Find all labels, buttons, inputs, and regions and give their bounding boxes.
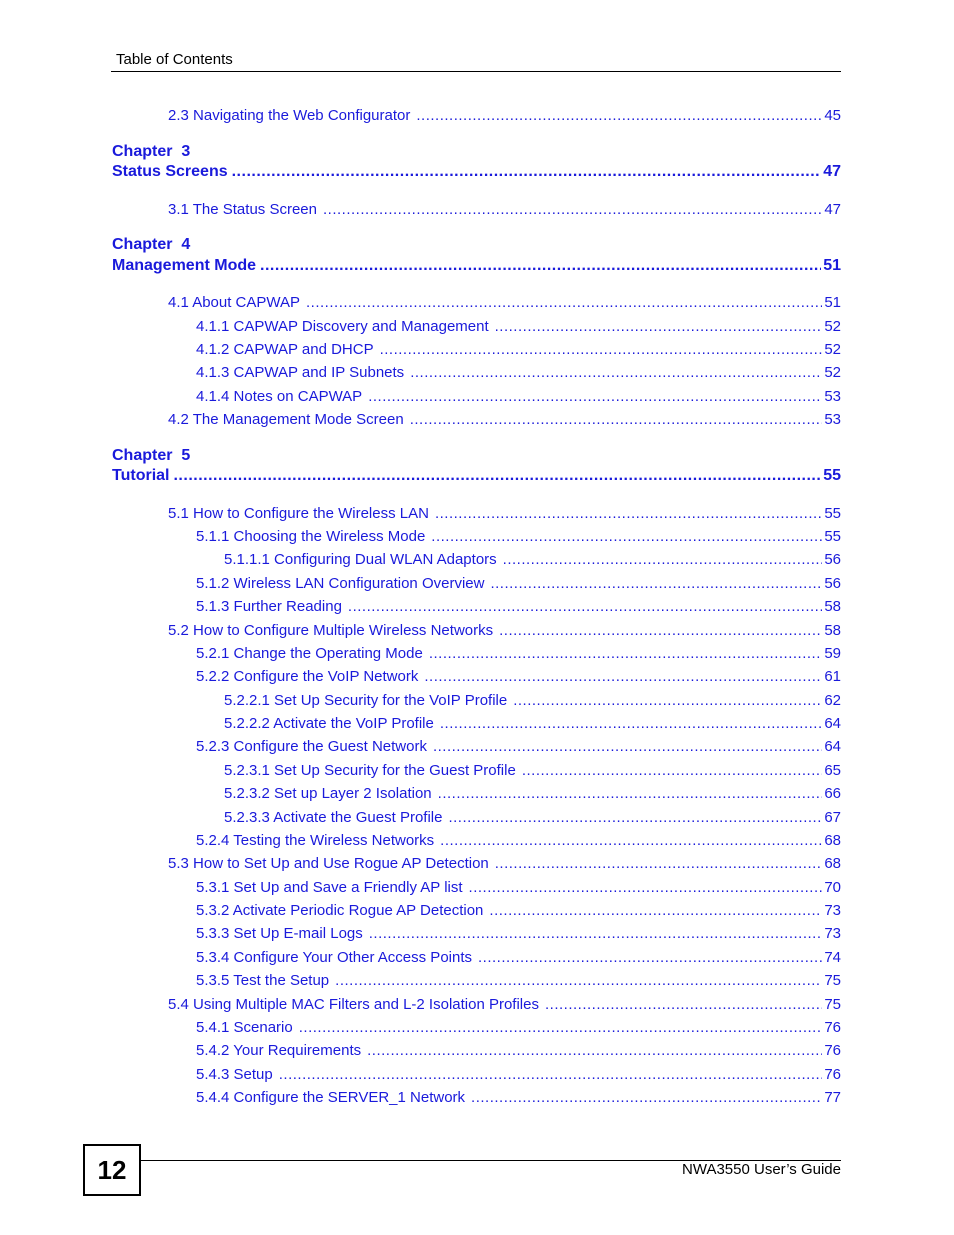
toc-entry[interactable] — [224, 762, 841, 779]
toc-entry[interactable] — [196, 925, 841, 942]
toc-entry-title: 5.1.1 Choosing the Wireless Mode — [196, 528, 426, 545]
toc-leader — [410, 411, 823, 428]
toc-entry[interactable] — [224, 715, 841, 732]
toc-entry-page: 55 — [824, 505, 841, 522]
toc-entry-title: 4.1.2 CAPWAP and DHCP — [196, 341, 374, 358]
toc-leader — [410, 364, 822, 381]
toc-leader — [380, 341, 823, 358]
toc-entry-title: 5.3.4 Configure Your Other Access Points — [196, 949, 472, 966]
toc-entry[interactable] — [168, 622, 841, 639]
toc-entry-page: 52 — [824, 318, 841, 335]
toc-leader — [368, 388, 822, 405]
toc-entry[interactable] — [196, 879, 841, 896]
toc-entry-page: 67 — [824, 809, 841, 826]
toc-entry-title: 3.1 The Status Screen — [168, 201, 317, 218]
toc-leader — [429, 645, 822, 662]
header-rule — [111, 71, 841, 72]
toc-leader — [499, 622, 822, 639]
chapter-page: 55 — [823, 467, 841, 484]
toc-entry-title: 5.2.2.1 Set Up Security for the VoIP Profile — [224, 692, 508, 709]
toc-entry[interactable] — [196, 364, 841, 381]
running-header: Table of Contents — [116, 51, 233, 68]
running-footer: NWA3550 User’s Guide — [682, 1161, 841, 1178]
toc-entry[interactable] — [168, 411, 841, 428]
toc-entry-page: 75 — [824, 972, 841, 989]
toc-leader — [489, 902, 822, 919]
toc-entry-title: 5.1 How to Configure the Wireless LAN — [168, 505, 429, 522]
toc-entry-page: 58 — [824, 598, 841, 615]
toc-entry[interactable] — [196, 528, 841, 545]
toc-leader — [306, 294, 822, 311]
toc-entry-title: 5.1.2 Wireless LAN Configuration Overview — [196, 575, 485, 592]
toc-entry-title: 5.2.3 Configure the Guest Network — [196, 738, 427, 755]
toc-entry-page: 68 — [824, 832, 841, 849]
toc-leader — [260, 257, 821, 275]
toc-leader — [495, 318, 823, 335]
toc-entry[interactable] — [196, 902, 841, 919]
chapter-title: Management Mode — [112, 257, 257, 274]
chapter-label[interactable]: Chapter 3 — [112, 143, 191, 160]
toc-entry-page: 53 — [824, 388, 841, 405]
toc-entry-title: 4.1.3 CAPWAP and IP Subnets — [196, 364, 405, 381]
toc-leader — [435, 505, 822, 522]
toc-entry[interactable] — [196, 832, 841, 849]
toc-entry-page: 64 — [824, 715, 841, 732]
toc-entry-page: 47 — [824, 201, 841, 218]
toc-entry[interactable] — [224, 809, 841, 826]
toc-entry[interactable] — [196, 388, 841, 405]
toc-entry-page: 74 — [824, 949, 841, 966]
toc-entry-page: 65 — [824, 762, 841, 779]
toc-entry-page: 66 — [824, 785, 841, 802]
chapter-title: Status Screens — [112, 163, 228, 180]
toc-leader — [545, 996, 822, 1013]
toc-entry-title: 5.3 How to Set Up and Use Rogue AP Detection — [168, 855, 489, 872]
toc-leader — [173, 467, 821, 485]
chapter-page: 51 — [823, 257, 841, 274]
toc-entry[interactable] — [168, 855, 841, 872]
toc-entry[interactable] — [168, 505, 841, 522]
toc-leader — [478, 949, 822, 966]
toc-entry-title: 5.4 Using Multiple MAC Filters and L-2 Isolation Profiles — [168, 996, 539, 1013]
toc-leader — [433, 738, 822, 755]
toc-leader — [440, 715, 822, 732]
toc-entry-title: 5.3.3 Set Up E-mail Logs — [196, 925, 363, 942]
toc-entry-page: 73 — [824, 902, 841, 919]
toc-entry-page: 76 — [824, 1066, 841, 1083]
toc-leader — [448, 809, 822, 826]
toc-entry[interactable] — [196, 949, 841, 966]
toc-leader — [369, 925, 823, 942]
toc-entry-title: 5.2 How to Configure Multiple Wireless Networks — [168, 622, 494, 639]
toc-entry-title: 5.2.1 Change the Operating Mode — [196, 645, 423, 662]
toc-entry-page: 76 — [824, 1019, 841, 1036]
toc-entry[interactable] — [196, 972, 841, 989]
toc-entry-page: 56 — [824, 551, 841, 568]
chapter-title: Tutorial — [112, 467, 170, 484]
toc-leader — [503, 551, 823, 568]
toc-entry-page: 55 — [824, 528, 841, 545]
toc-leader — [348, 598, 822, 615]
toc-leader — [367, 1042, 822, 1059]
toc-entry[interactable] — [168, 294, 841, 311]
chapter-page: 47 — [823, 163, 841, 180]
toc-leader — [335, 972, 822, 989]
toc-entry-title: 2.3 Navigating the Web Configurator — [168, 107, 411, 124]
toc-entry[interactable] — [224, 785, 841, 802]
toc-entry-page: 68 — [824, 855, 841, 872]
toc-entry[interactable] — [196, 1019, 841, 1036]
toc-entry[interactable] — [196, 1066, 841, 1083]
toc-entry-title: 5.2.2.2 Activate the VoIP Profile — [224, 715, 434, 732]
chapter-entry[interactable] — [112, 257, 841, 275]
toc-entry-title: 5.2.3.3 Activate the Guest Profile — [224, 809, 443, 826]
toc-entry-title: 5.3.5 Test the Setup — [196, 972, 330, 989]
toc-leader — [279, 1066, 823, 1083]
toc-entry[interactable] — [196, 1089, 841, 1106]
toc-entry-title: 5.2.2 Configure the VoIP Network — [196, 668, 419, 685]
toc-entry[interactable] — [168, 107, 841, 124]
toc-leader — [299, 1019, 823, 1036]
toc-entry[interactable] — [196, 645, 841, 662]
toc-entry-page: 62 — [824, 692, 841, 709]
toc-entry[interactable] — [196, 318, 841, 335]
toc-entry-page: 58 — [824, 622, 841, 639]
toc-entry[interactable] — [196, 668, 841, 685]
toc-entry-title: 4.1.4 Notes on CAPWAP — [196, 388, 363, 405]
toc-entry-title: 5.2.3.1 Set Up Security for the Guest Profile — [224, 762, 516, 779]
toc-entry-title: 5.4.3 Setup — [196, 1066, 273, 1083]
toc-entry-page: 61 — [824, 668, 841, 685]
toc-entry[interactable] — [224, 551, 841, 568]
toc-leader — [471, 1089, 822, 1106]
toc-entry[interactable] — [168, 996, 841, 1013]
toc-entry-page: 51 — [824, 294, 841, 311]
toc-leader — [323, 201, 822, 218]
chapter-label[interactable]: Chapter 4 — [112, 236, 191, 253]
toc-entry[interactable] — [196, 341, 841, 358]
page-number: 12 — [97, 1154, 127, 1185]
toc-entry-title: 5.4.2 Your Requirements — [196, 1042, 362, 1059]
toc-leader — [490, 575, 822, 592]
toc-entry[interactable] — [196, 1042, 841, 1059]
toc-entry[interactable] — [224, 692, 841, 709]
toc-entry-page: 45 — [824, 107, 841, 124]
toc-leader — [513, 692, 822, 709]
toc-entry-title: 5.4.1 Scenario — [196, 1019, 293, 1036]
toc-entry[interactable] — [168, 201, 841, 218]
toc-entry-page: 75 — [824, 996, 841, 1013]
toc-entry-title: 5.1.1.1 Configuring Dual WLAN Adaptors — [224, 551, 497, 568]
toc-entry-page: 77 — [824, 1089, 841, 1106]
toc-entry-page: 56 — [824, 575, 841, 592]
chapter-entry[interactable] — [112, 163, 841, 181]
toc-entry[interactable] — [196, 738, 841, 755]
chapter-label[interactable]: Chapter 5 — [112, 447, 191, 464]
toc-leader — [424, 668, 822, 685]
toc-entry-title: 4.2 The Management Mode Screen — [168, 411, 404, 428]
toc-entry-title: 5.2.4 Testing the Wireless Networks — [196, 832, 435, 849]
toc-entry-page: 53 — [824, 411, 841, 428]
toc-entry-title: 5.3.2 Activate Periodic Rogue AP Detection — [196, 902, 484, 919]
toc-leader — [522, 762, 823, 779]
chapter-entry[interactable] — [112, 467, 841, 485]
toc-entry-page: 76 — [824, 1042, 841, 1059]
toc-entry-title: 4.1 About CAPWAP — [168, 294, 301, 311]
toc-entry-page: 52 — [824, 364, 841, 381]
toc-leader — [469, 879, 823, 896]
toc-entry-page: 59 — [824, 645, 841, 662]
toc-entry-title: 5.3.1 Set Up and Save a Friendly AP list — [196, 879, 463, 896]
toc-entry-title: 5.4.4 Configure the SERVER_1 Network — [196, 1089, 466, 1106]
toc-leader — [440, 832, 822, 849]
toc-entry[interactable] — [196, 575, 841, 592]
toc-leader — [232, 163, 822, 181]
toc-entry-page: 52 — [824, 341, 841, 358]
toc-entry[interactable] — [196, 598, 841, 615]
toc-entry-title: 4.1.1 CAPWAP Discovery and Management — [196, 318, 489, 335]
toc-entry-page: 73 — [824, 925, 841, 942]
toc-entry-page: 70 — [824, 879, 841, 896]
toc-entry-title: 5.2.3.2 Set up Layer 2 Isolation — [224, 785, 432, 802]
toc-leader — [495, 855, 823, 872]
toc-leader — [416, 107, 822, 124]
toc-entry-page: 64 — [824, 738, 841, 755]
toc-leader — [438, 785, 823, 802]
toc-entry-title: 5.1.3 Further Reading — [196, 598, 342, 615]
toc-leader — [431, 528, 822, 545]
page-number-box — [83, 1144, 141, 1196]
